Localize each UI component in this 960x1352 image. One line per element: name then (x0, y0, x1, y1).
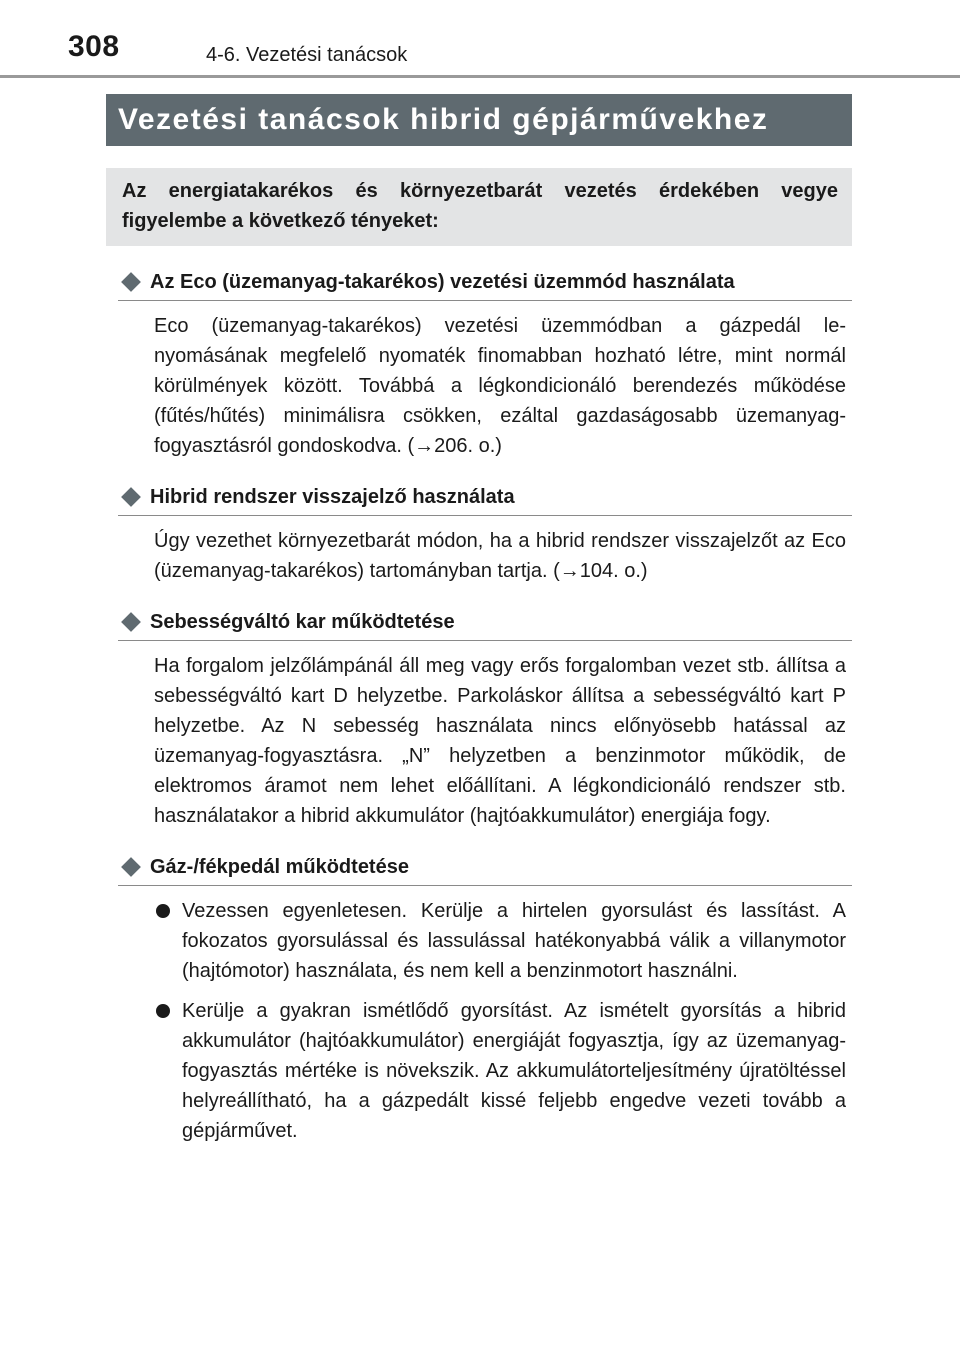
section-heading-text: Az Eco (üzemanyag-takarékos) vezetési üzemmód használata (150, 270, 735, 293)
section-body: Úgy vezethet környezetbarát módon, ha a hibrid rendszer visszajelzőt az Eco (üzemanyag-takarékos) tartományban tartja. (→104. o.) (154, 530, 846, 582)
section-body: Eco (üzemanyag-takarékos) vezetési üzemmódban a gázpedál lenyomásának megfelelő nyomaték finomabban hozható létre, mint normál körülmények között. Továbbá a légkondicionáló berendezés működése (fűtés/hűtés) minimálisra csökken, ezáltal gazdaságosabb üzemanyag-fogyasztásról gondoskodva. (→206. o.) (154, 315, 846, 457)
section-label: 4-6. Vezetési tanácsok (206, 44, 408, 66)
header-divider (0, 75, 960, 78)
list-item (154, 896, 846, 986)
page-header (0, 0, 960, 80)
page-title: Vezetési tanácsok hibrid gépjárművekhez (106, 94, 852, 146)
intro-box: Az energiatakarékos és környezetbarát vezetés érdekében vegye figyelembe a következő tényeket: (106, 168, 852, 246)
round-bullet-icon (156, 904, 170, 918)
diamond-bullet-icon (121, 857, 141, 877)
round-bullet-icon (156, 1004, 170, 1018)
section-heading-eco-mode (118, 264, 852, 301)
diamond-bullet-icon (121, 612, 141, 632)
section-heading-hybrid-indicator (118, 479, 852, 516)
page-number: 308 (68, 30, 120, 63)
section-heading-pedal-operation (118, 849, 852, 886)
diamond-bullet-icon (121, 487, 141, 507)
list-item-text: Vezessen egyenletesen. Kerülje a hirtelen gyorsulást és lassítást. A fokozatos gyorsulással és lassulással hatékonyabbá válik a villanymotor (hajtómotor) használata, és nem kell a benzinmotort használni. (182, 900, 846, 982)
diamond-bullet-icon (121, 272, 141, 292)
content (118, 264, 852, 1152)
section-heading-text: Gáz-/fékpedál működtetése (150, 855, 409, 878)
section-heading-text: Hibrid rendszer visszajelző használata (150, 485, 515, 508)
list-item (154, 996, 846, 1146)
section-body: Ha forgalom jelzőlámpánál áll meg vagy erős forgalomban vezet stb. állítsa a sebességváltó kart D helyzetbe. Parkoláskor állítsa a sebességváltó kart P helyzetbe. Az N sebesség használata nincs előnyösebb hatással az üzemanyag-fogyasztásra. „N” helyzetben a benzinmotor működik, de elektromos áramot nem lehet előállítani. A légkondicionáló rendszer stb. használatakor a hibrid akkumulátor (hajtóakkumulátor) energiája fogy. (154, 655, 846, 827)
section-heading-shift-lever (118, 604, 852, 641)
list-item-text: Kerülje a gyakran ismétlődő gyorsítást. Az ismételt gyorsítás a hibrid akkumulátor (hajtóakkumulátor) energiáját fogyasztja, így az üzemanyag-fogyasztás mértéke is növekszik. Az akkumulátorteljesítmény újratöltéssel helyreállítható, ha a gázpedált kissé feljebb engedve vezeti tovább a gépjárművet. (182, 1000, 846, 1142)
section-heading-text: Sebességváltó kar működtetése (150, 610, 455, 633)
